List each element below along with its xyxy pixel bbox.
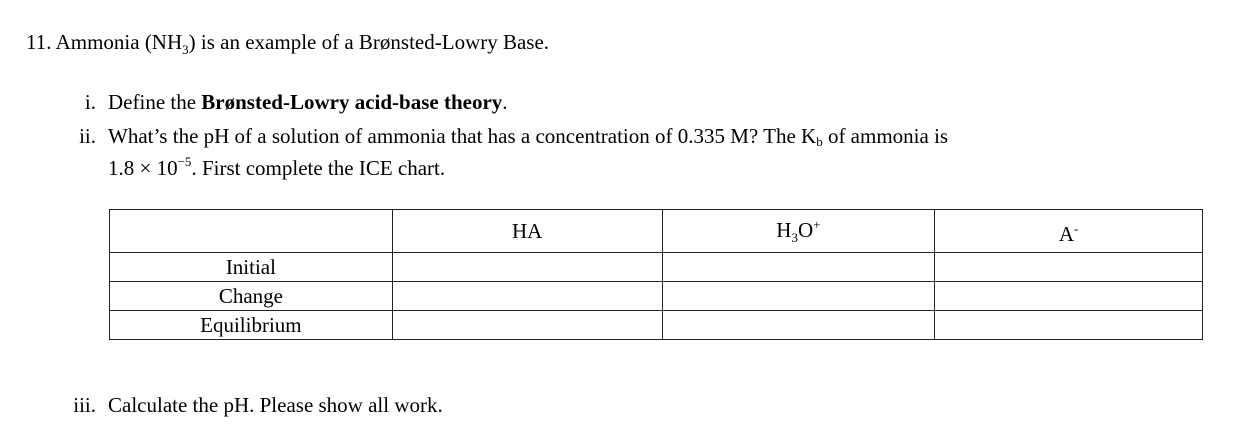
ice-row-label: Equilibrium <box>110 311 393 340</box>
ice-cell[interactable] <box>935 311 1203 340</box>
question-text: Ammonia $(NH_3)$ is an example of a Brønsted-Lowry Base. <box>55 30 550 58</box>
ice-cell[interactable] <box>392 253 662 282</box>
part-ii-line2: $1.8 \times 10^{-5}$. First complete the ICE chart. <box>108 154 446 180</box>
ice-row-label: Initial <box>110 253 393 282</box>
part-iii-text: Calculate the pH. Please show all work. <box>108 393 443 417</box>
question-number: 11. <box>26 30 52 54</box>
ice-cell[interactable] <box>392 311 662 340</box>
question-title <box>26 30 549 58</box>
ice-cell[interactable] <box>662 311 935 340</box>
ice-header-a: A- <box>935 210 1203 253</box>
ice-row-equilibrium <box>110 311 1203 340</box>
ice-cell[interactable] <box>662 282 935 311</box>
part-ii-line1: What’s the pH of a solution of ammonia that has a concentration of 0.335 M? The Kb of ammonia is <box>108 124 949 149</box>
ice-row-change <box>110 282 1203 311</box>
ice-header-row <box>110 210 1203 253</box>
part-iii-number: iii. <box>73 393 96 417</box>
ice-header-ha: HA <box>392 210 662 253</box>
ice-cell[interactable] <box>935 253 1203 282</box>
part-i-number: i. <box>84 90 96 114</box>
ice-cell[interactable] <box>662 253 935 282</box>
ice-chart <box>109 209 1203 340</box>
ice-row-initial <box>110 253 1203 282</box>
part-i-text: Define the Brønsted-Lowry acid-base theory. <box>108 90 508 114</box>
ice-cell[interactable] <box>935 282 1203 311</box>
ice-header-h3o: $H_3O^+$ <box>662 210 935 253</box>
ice-row-label: Change <box>110 282 393 311</box>
part-ii-number: ii. <box>79 124 96 148</box>
ice-header-blank <box>110 210 393 253</box>
ice-cell[interactable] <box>392 282 662 311</box>
